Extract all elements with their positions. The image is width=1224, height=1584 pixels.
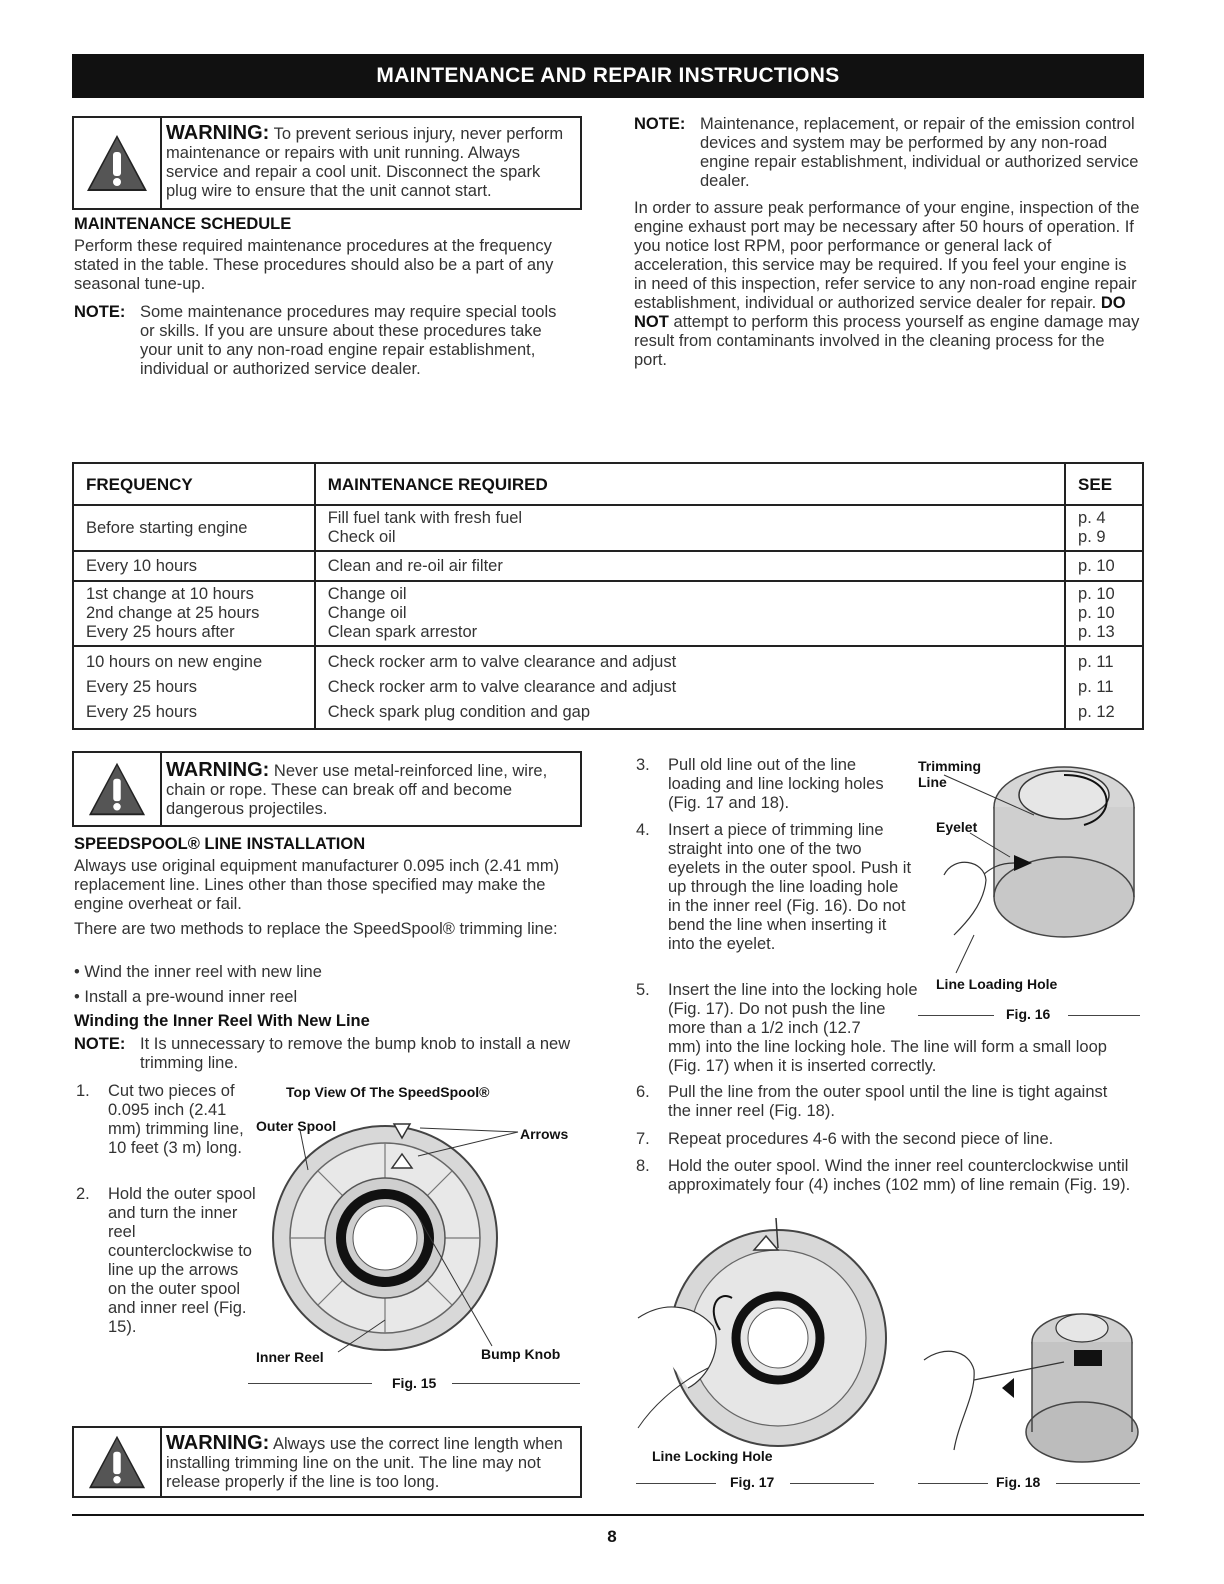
paragraph: There are two methods to replace the SpeedSpool® trimming line: (74, 920, 558, 938)
table-cell (73, 581, 315, 646)
figure-caption: Fig. 16 (1006, 1006, 1051, 1022)
cell-line: p. 9 (1078, 528, 1106, 546)
step-text: Pull the line from the outer spool until the line is tight against the inner reel (Fig. 18). (668, 1083, 1108, 1120)
table-header-row (73, 463, 1143, 505)
cell-line: p. 13 (1078, 623, 1115, 641)
subsection-heading: Winding the Inner Reel With New Line (74, 1012, 370, 1030)
figure-label-trimming-line: Trimming Line (918, 758, 982, 790)
step-text: Repeat procedures 4-6 with the second piece of line. (668, 1130, 1054, 1148)
warning-triangle-icon (84, 132, 150, 194)
line-locking-figure (628, 1218, 918, 1448)
table-cell (73, 646, 315, 729)
step-text: Hold the outer spool. Wind the inner reel counterclockwise until approximately four (4) inches (102 mm) of line remain (Fig. 19). (668, 1157, 1131, 1194)
inspection-text-cont: attempt to perform this process yourself as engine damage may result from contaminants involved in the cleaning process for the port. (634, 313, 1140, 369)
figure-rule (918, 1015, 994, 1016)
figure-rule (1056, 1483, 1140, 1484)
warning-text: Never use metal-reinforced line, wire, chain or rope. These can break off and become dangerous projectiles. (166, 762, 548, 818)
figure-rule (452, 1383, 580, 1384)
warning-label: WARNING: (166, 759, 270, 781)
figure-caption: Fig. 17 (730, 1474, 775, 1490)
cell-line: Every 25 hours (86, 678, 197, 696)
cell-line: Check rocker arm to valve clearance and adjust (327, 653, 677, 671)
inspection-text: In order to assure peak performance of your engine, inspection of the engine exhaust port may be necessary after 50 hours of operation. If you notice lost RPM, poor performance or general lack of acceleration, this service may be required. If you feel your engine is in need of this inspection, refer service to any non-road engine repair establishment, individual or authorized service dealer for repair. (634, 199, 1140, 312)
cell-line: 2nd change at 25 hours (86, 604, 260, 622)
step-number: 4. (636, 821, 650, 839)
footer-rule (72, 1514, 1144, 1516)
figure-rule (790, 1483, 874, 1484)
step-number: 5. (636, 981, 650, 999)
do-not-emphasis: DO NOT (634, 294, 1126, 331)
figure-label-arrows: Arrows (520, 1126, 569, 1142)
warning-box (72, 751, 582, 827)
step-text: Hold the outer spool and turn the inner reel counterclockwise to line up the arrows on the outer spool and inner reel (Fig. 15). (108, 1185, 256, 1336)
note-text: Some maintenance procedures may require special tools or skills. If you are unsure about these procedures take your unit to any non-road engine repair establishment, individual or authorized service dealer. (140, 303, 557, 378)
note-label: NOTE: (74, 303, 126, 321)
table-row (73, 581, 1143, 646)
spool-top-view-figure (260, 1110, 580, 1360)
table-header: FREQUENCY (73, 463, 315, 505)
cell-line: p. 12 (1078, 703, 1115, 721)
cell-line: Clean spark arrestor (327, 623, 478, 641)
table-row (73, 646, 1143, 729)
step-number: 1. (76, 1082, 90, 1100)
step-text: Insert a piece of trimming line straight into one of the two eyelets in the outer spool. Push it up through the line loading hole in the inner reel (Fig. 16). Do not bend the line when inserting it into the eyelet. (668, 821, 912, 953)
page-number: 8 (607, 1527, 617, 1546)
figure-label-locking-hole: Line Locking Hole (652, 1448, 773, 1464)
cell-line: Check spark plug condition and gap (327, 703, 591, 721)
maintenance-table (72, 462, 1144, 730)
figure-rule (248, 1383, 372, 1384)
table-cell (315, 646, 1065, 729)
warning-box (72, 1426, 582, 1498)
cell-line: Every 25 hours after (86, 623, 235, 641)
paragraph: Perform these required maintenance procedures at the frequency stated in the table. These procedures should also be a part of any seasonal tune-up. (74, 237, 554, 293)
figure-rule (636, 1483, 716, 1484)
table-cell (315, 505, 1065, 551)
note-label: NOTE: (634, 115, 686, 133)
warning-label: WARNING: (166, 1432, 270, 1454)
warning-triangle-icon (86, 1433, 148, 1491)
step-text: Pull old line out of the line loading and line locking holes (Fig. 17 and 18). (668, 756, 884, 812)
paragraph (634, 199, 1140, 370)
figure-label-inner-reel: Inner Reel (256, 1349, 324, 1365)
table-row (73, 551, 1143, 581)
cell-line: Change oil (327, 604, 407, 622)
figure-caption: Fig. 18 (996, 1474, 1041, 1490)
cell-line: p. 10 (1078, 585, 1115, 603)
figure-label-loading-hole: Line Loading Hole (936, 976, 1058, 992)
step-text: Cut two pieces of 0.095 inch (2.41 mm) trimming line, 10 feet (3 m) long. (108, 1082, 244, 1157)
figure-rule (918, 1483, 988, 1484)
paragraph: Always use original equipment manufacturer 0.095 inch (2.41 mm) replacement line. Lines other than those specified may make the engine overheat or fail. (74, 857, 560, 913)
cell-line: 10 hours on new engine (86, 653, 263, 671)
warning-icon-cell (74, 753, 162, 825)
warning-triangle-icon (86, 760, 148, 818)
table-header: MAINTENANCE REQUIRED (315, 463, 1065, 505)
cell-line: Every 25 hours (86, 703, 197, 721)
table-header: SEE (1065, 463, 1143, 505)
cell-line: p. 11 (1078, 653, 1114, 671)
step-number: 2. (76, 1185, 90, 1203)
warning-icon-cell (74, 118, 162, 208)
table-cell (1065, 581, 1143, 646)
note-text: Maintenance, replacement, or repair of the emission control devices and system may be performed by any non-road engine repair establishment, individual or authorized service dealer. (700, 115, 1139, 190)
warning-text: Always use the correct line length when installing trimming line on the unit. The line may not release properly if the line is too long. (166, 1435, 563, 1491)
table-cell: p. 10 (1065, 551, 1143, 581)
figure-title: Top View Of The SpeedSpool® (286, 1084, 490, 1100)
line-loading-figure (914, 755, 1144, 980)
bullet-item: • Install a pre-wound inner reel (74, 988, 298, 1006)
cell-line: Check rocker arm to valve clearance and adjust (327, 678, 677, 696)
cell-line: Change oil (327, 585, 407, 603)
section-heading: MAINTENANCE SCHEDULE (74, 215, 292, 233)
figure-label-outer-spool: Outer Spool (256, 1118, 337, 1134)
note-label: NOTE: (74, 1035, 126, 1053)
figure-label-eyelet: Eyelet (936, 819, 978, 835)
step-number: 3. (636, 756, 650, 774)
warning-box (72, 116, 582, 210)
step-number: 6. (636, 1083, 650, 1101)
table-cell (1065, 646, 1143, 729)
note-text: It Is unnecessary to remove the bump knob to install a new trimming line. (140, 1035, 571, 1072)
cell-line: Check oil (327, 528, 396, 546)
cell-line: p. 10 (1078, 604, 1115, 622)
warning-label: WARNING: (166, 122, 270, 144)
step-number: 8. (636, 1157, 650, 1175)
cell-line: p. 11 (1078, 678, 1114, 696)
figure-rule (1068, 1015, 1140, 1016)
table-cell (1065, 505, 1143, 551)
cell-line: 1st change at 10 hours (86, 585, 254, 603)
cell-line: p. 4 (1078, 509, 1106, 527)
step-text-cont: mm) into the line locking hole. The line will form a small loop (Fig. 17) when it is inserted correctly. (668, 1038, 1107, 1075)
table-cell (315, 581, 1065, 646)
figure-caption: Fig. 15 (392, 1375, 437, 1391)
table-cell: Before starting engine (73, 505, 315, 551)
page-header: MAINTENANCE AND REPAIR INSTRUCTIONS (72, 54, 1144, 98)
step-text: Insert the line into the locking hole (Fig. 17). Do not push the line more than a 1/2 inch (12.7 (668, 981, 918, 1037)
warning-text: To prevent serious injury, never perform maintenance or repairs with unit running. Always service and repair a cool unit. Disconnect the spark plug wire to ensure that the unit cannot start. (166, 125, 564, 200)
line-pull-figure (914, 1290, 1144, 1470)
cell-line: Fill fuel tank with fresh fuel (327, 509, 523, 527)
bullet-item: • Wind the inner reel with new line (74, 963, 322, 981)
figure-label-bump-knob: Bump Knob (481, 1346, 561, 1362)
table-cell: Every 10 hours (73, 551, 315, 581)
table-cell: Clean and re-oil air filter (315, 551, 1065, 581)
warning-icon-cell (74, 1428, 162, 1496)
section-heading: SPEEDSPOOL® LINE INSTALLATION (74, 835, 366, 853)
step-number: 7. (636, 1130, 650, 1148)
table-row (73, 505, 1143, 551)
